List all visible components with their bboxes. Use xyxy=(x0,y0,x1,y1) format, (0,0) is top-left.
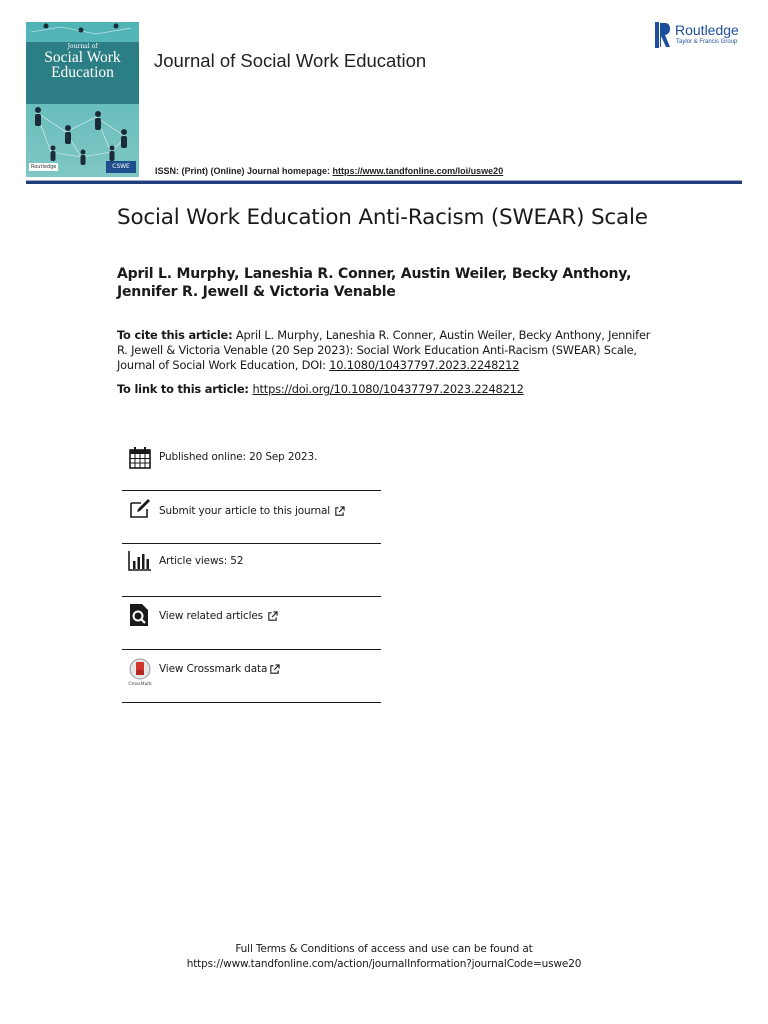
external-link-icon xyxy=(267,611,278,622)
header-rule xyxy=(26,181,742,184)
cover-title-line2: Education xyxy=(51,64,114,81)
issn-label: ISSN: (Print) (Online) Journal homepage: xyxy=(155,166,333,176)
submit-article-row[interactable] xyxy=(122,491,381,544)
routledge-subtitle: Taylor & Francis Group xyxy=(676,39,738,45)
crossmark-icon xyxy=(127,658,153,686)
published-online-text: Published online: 20 Sep 2023. xyxy=(159,451,318,463)
crossmark-badge-text: CrossMark xyxy=(128,681,152,686)
link-label: To link to this article: xyxy=(117,382,253,396)
cover-volume-line xyxy=(26,82,139,86)
cover-society-badge: CSWE xyxy=(106,161,136,173)
doi-link[interactable]: 10.1080/10437797.2023.2248212 xyxy=(329,358,520,372)
cite-label: To cite this article: xyxy=(117,328,233,342)
issn-homepage-line xyxy=(155,166,503,176)
terms-footer xyxy=(0,942,768,972)
journal-cover-image xyxy=(26,22,139,177)
routledge-logo xyxy=(655,22,745,48)
published-online-row xyxy=(122,438,381,491)
crossmark-row[interactable] xyxy=(122,650,381,703)
citation-block xyxy=(117,328,662,373)
bar-chart-icon xyxy=(128,549,152,573)
cover-title-band xyxy=(26,42,139,104)
journal-title: Journal of Social Work Education xyxy=(154,50,427,71)
journal-homepage-link[interactable]: https://www.tandfonline.com/loi/uswe20 xyxy=(332,166,504,176)
related-articles-link[interactable]: View related articles xyxy=(159,610,278,622)
cite-text: April L. Murphy, Laneshia R. Conner, Austin Weiler, Becky Anthony, Jennifer R. Jewell & Victoria Venable (20 Sep 2023): Social Work Education Anti-Racism (SWEAR) Scale, Journal of Social Work Education, DOI: xyxy=(117,328,651,372)
article-views-row xyxy=(122,544,381,597)
cover-small-line: Journal of xyxy=(67,43,98,50)
calendar-icon xyxy=(128,446,152,470)
article-title: Social Work Education Anti-Racism (SWEAR) Scale xyxy=(117,205,648,230)
external-link-icon xyxy=(269,664,280,675)
article-url-link[interactable]: https://doi.org/10.1080/10437797.2023.2248212 xyxy=(252,382,524,396)
external-link-icon xyxy=(334,506,345,517)
related-articles-row[interactable] xyxy=(122,597,381,650)
search-document-icon xyxy=(128,603,152,627)
edit-icon xyxy=(128,497,152,521)
article-link-line xyxy=(117,382,524,397)
terms-url[interactable]: https://www.tandfonline.com/action/journalInformation?journalCode=uswe20 xyxy=(186,958,582,970)
cover-title-line1: Social Work xyxy=(44,49,121,66)
article-views-text: Article views: 52 xyxy=(159,555,244,567)
article-authors: April L. Murphy, Laneshia R. Conner, Austin Weiler, Becky Anthony, Jennifer R. Jewell & Victoria Venable xyxy=(117,266,632,300)
cover-publisher: Routledge xyxy=(31,164,57,170)
routledge-r-logo-icon xyxy=(655,22,670,48)
routledge-name: Routledge xyxy=(675,22,739,38)
crossmark-link[interactable]: View Crossmark data xyxy=(159,663,280,675)
terms-line1: Full Terms & Conditions of access and use can be found at xyxy=(235,943,533,955)
submit-article-link[interactable]: Submit your article to this journal xyxy=(159,505,345,517)
